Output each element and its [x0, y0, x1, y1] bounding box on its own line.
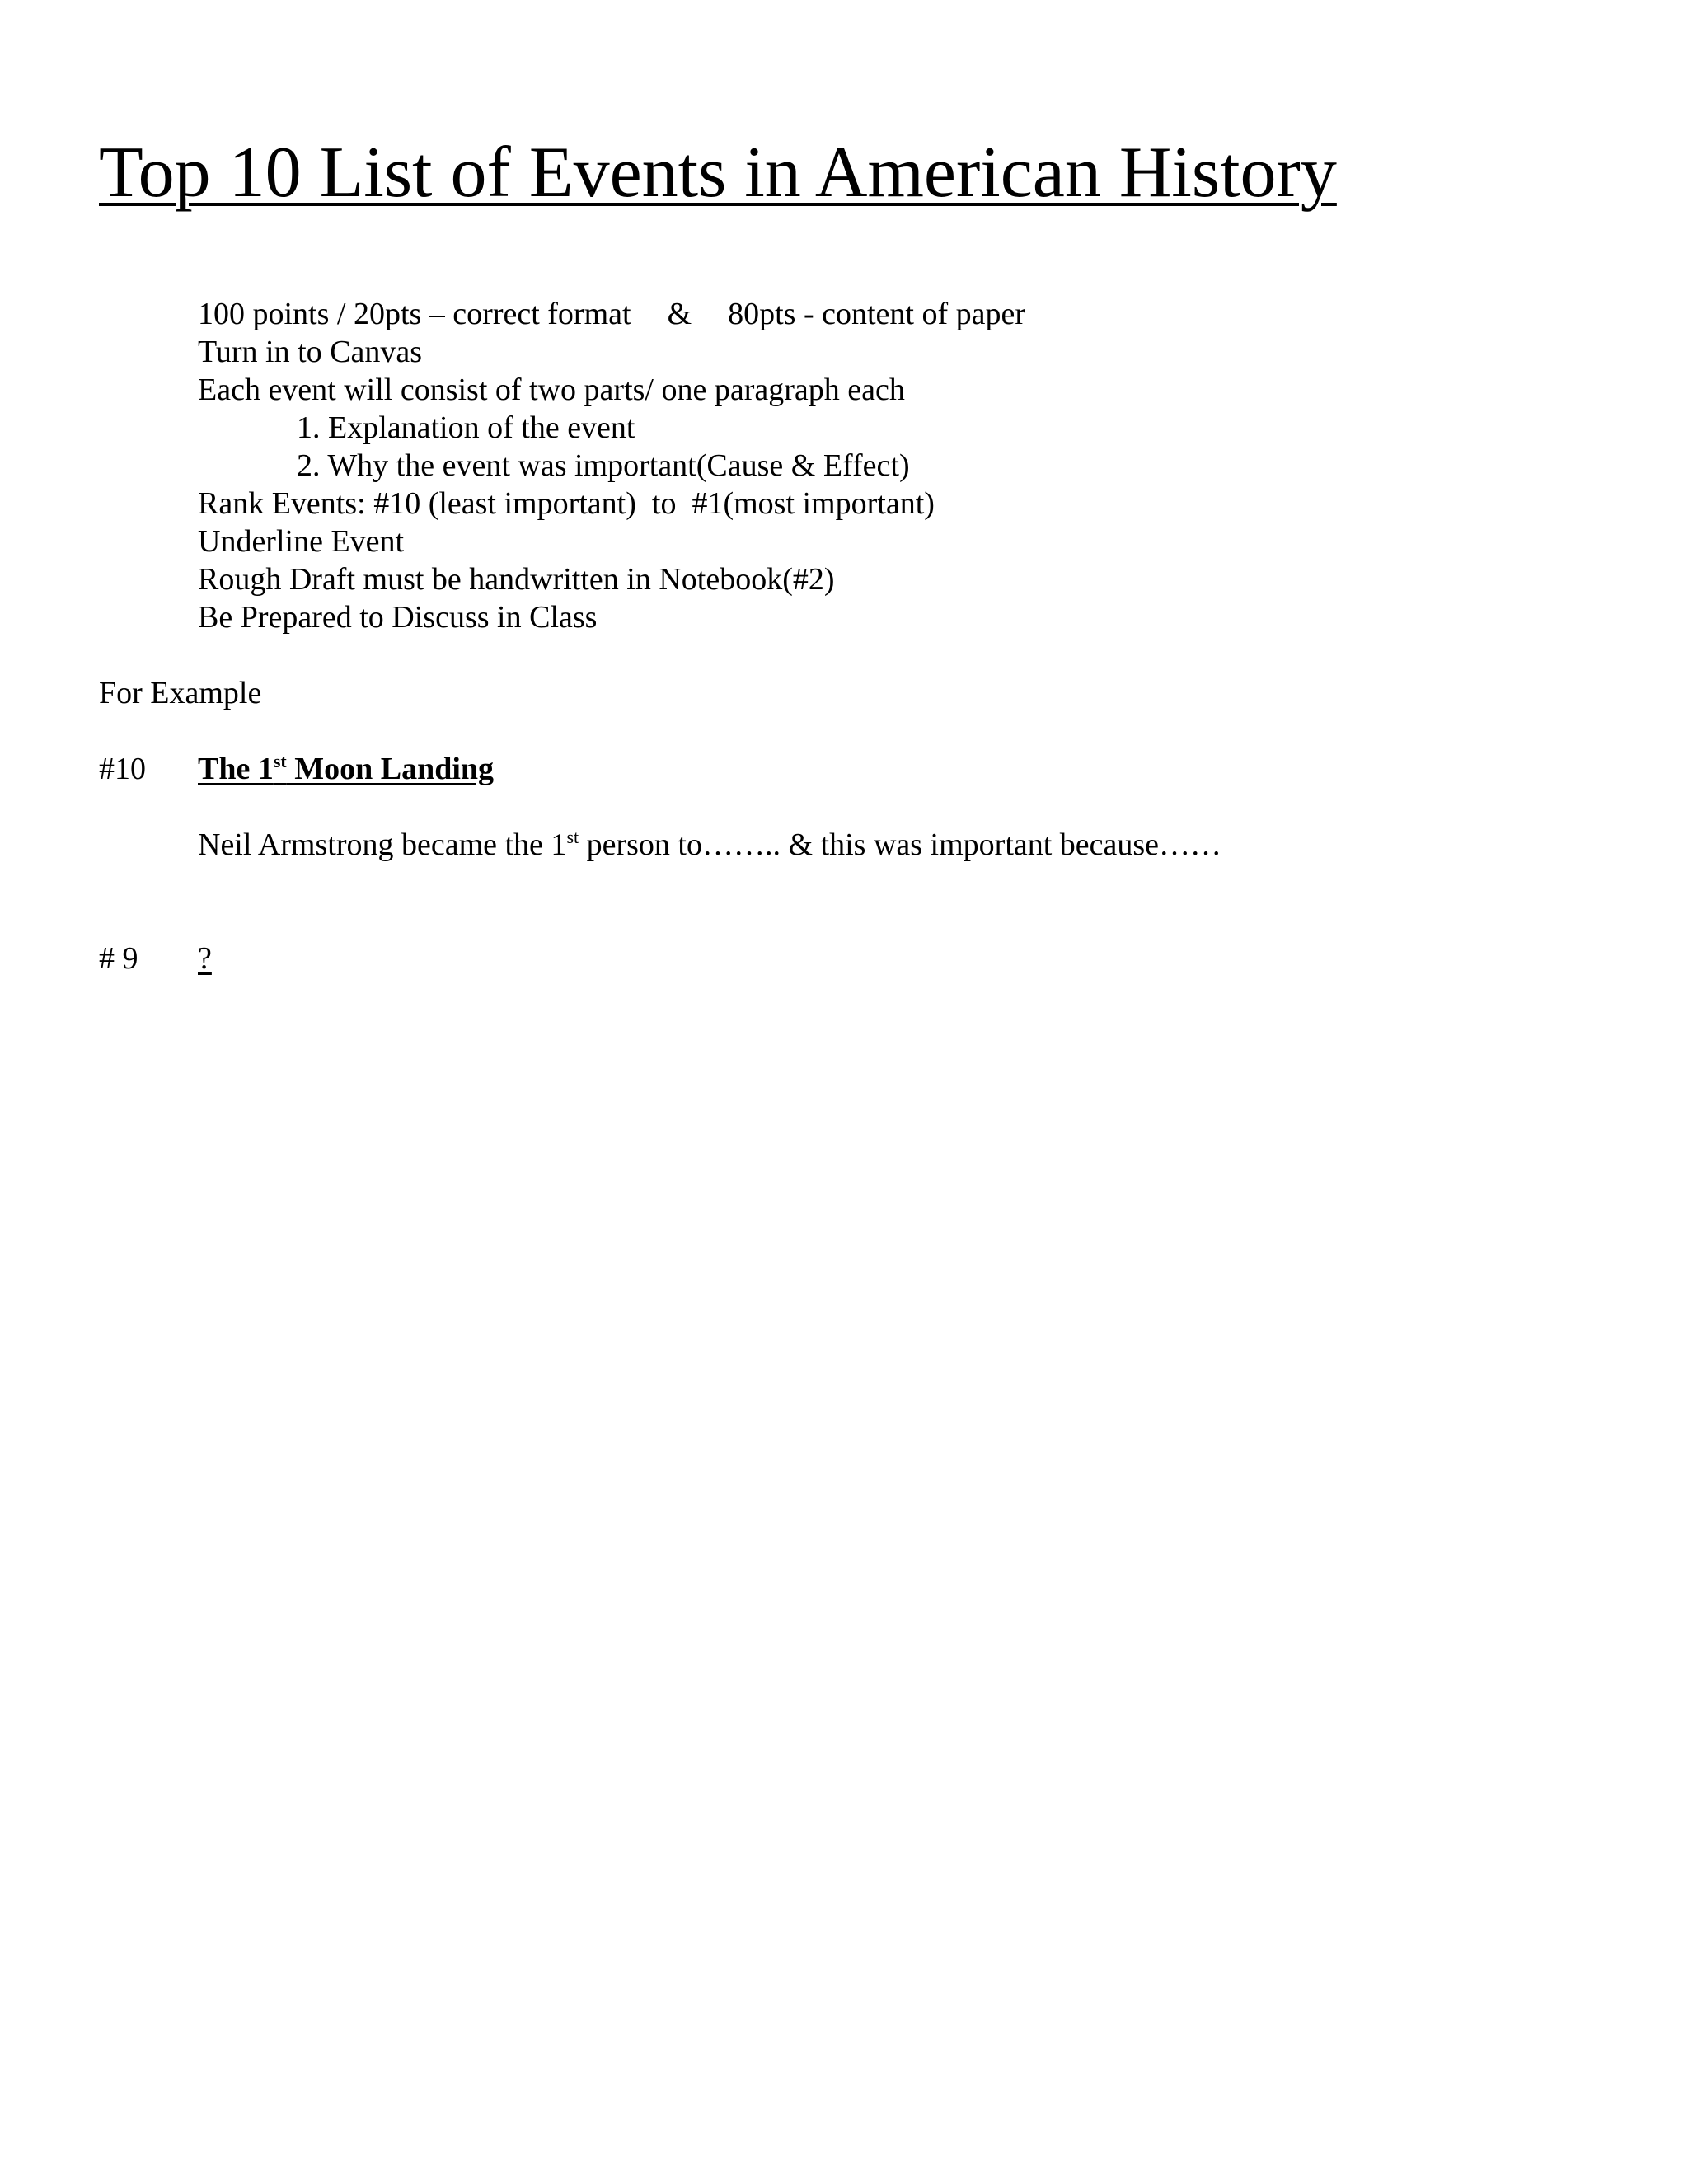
example-event-9-title: ? — [198, 941, 212, 976]
example-body-part2: person to…….. & this was important because…… — [579, 827, 1222, 862]
event-title-part1: The 1 — [198, 752, 274, 786]
rank-line: Rank Events: #10 (least important) to #1(most important) — [198, 486, 935, 521]
points-format-text: 100 points / 20pts – correct format — [198, 297, 631, 331]
part-item-2: 2. Why the event was important(Cause & Effect) — [297, 448, 910, 483]
points-line — [198, 298, 1025, 330]
example-heading: For Example — [99, 676, 262, 710]
event-title-superscript: st — [273, 751, 287, 771]
example-event-title — [198, 753, 494, 785]
example-body — [198, 829, 1221, 860]
document-title: Top 10 List of Events in American History — [99, 133, 1337, 213]
example-number-10: #10 — [99, 752, 146, 786]
discuss-line: Be Prepared to Discuss in Class — [198, 600, 598, 635]
underline-line: Underline Event — [198, 524, 405, 559]
parts-line: Each event will consist of two parts/ one paragraph each — [198, 373, 905, 407]
example-number-9: # 9 — [99, 941, 138, 976]
rough-draft-line: Rough Draft must be handwritten in Notebook(#2) — [198, 562, 835, 597]
points-ampersand: & — [667, 297, 692, 331]
example-body-part1: Neil Armstrong became the 1 — [198, 827, 567, 862]
turn-in-line: Turn in to Canvas — [198, 335, 423, 369]
points-content-text: 80pts - content of paper — [728, 297, 1026, 331]
part-item-1: 1. Explanation of the event — [297, 410, 635, 445]
example-body-superscript: st — [566, 827, 579, 847]
event-title-part2: Moon Landing — [286, 752, 495, 786]
